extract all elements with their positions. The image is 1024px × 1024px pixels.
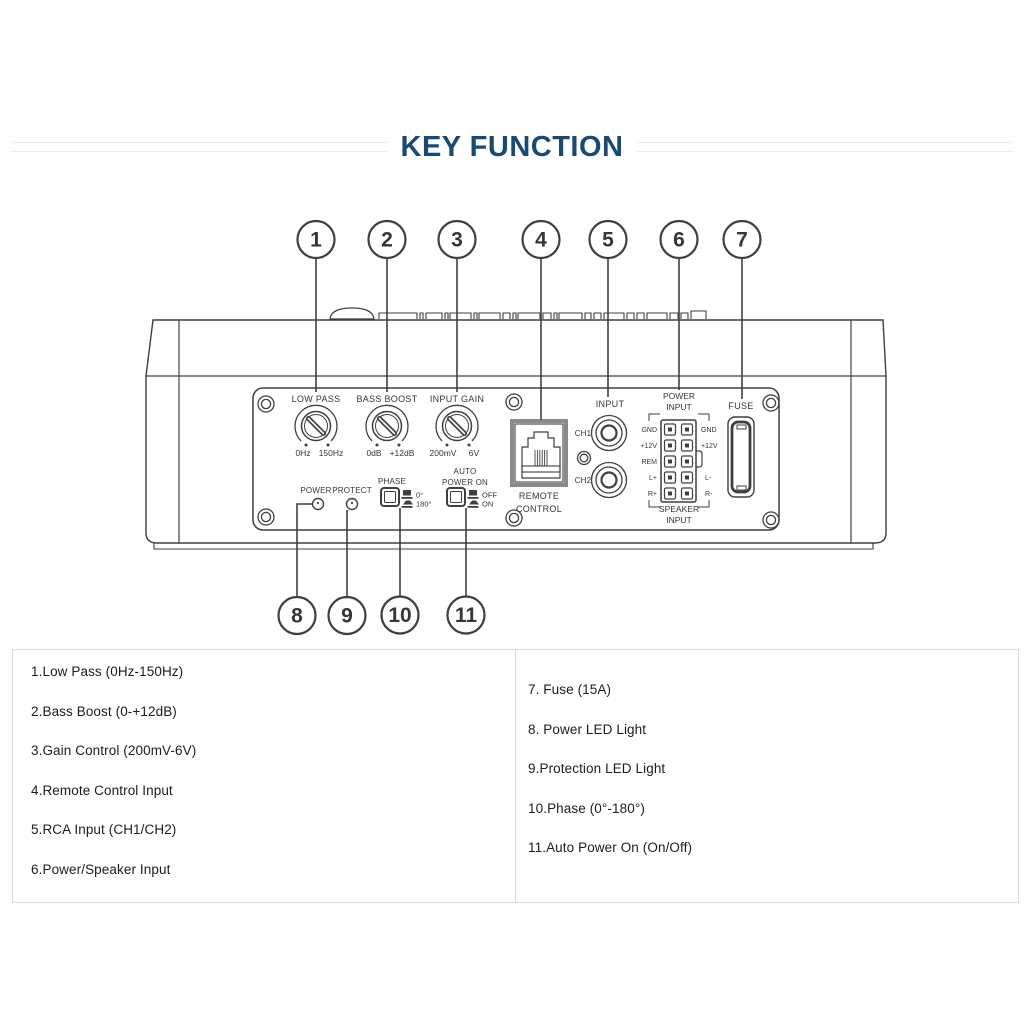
input-gain-max-label: 6V bbox=[468, 448, 480, 458]
bass-boost-max-label: +12dB bbox=[389, 448, 415, 458]
callout-11 bbox=[448, 597, 485, 634]
speaker-input-label-line2: INPUT bbox=[666, 515, 692, 525]
callout-3 bbox=[439, 221, 476, 258]
phase-pos-down-label: 180° bbox=[416, 499, 432, 509]
low-pass-min-label: 0Hz bbox=[295, 448, 311, 458]
svg-text:3: 3 bbox=[451, 228, 463, 252]
pin-label-r-minus: R- bbox=[705, 491, 713, 498]
switch-up-icon bbox=[468, 490, 479, 499]
power-input-label-line2: INPUT bbox=[666, 402, 692, 412]
fuse-label: FUSE bbox=[728, 401, 754, 411]
page-title: KEY FUNCTION bbox=[400, 130, 624, 163]
pin-label-12v-right: +12V bbox=[701, 443, 718, 450]
pin-label-12v-left: +12V bbox=[640, 443, 657, 450]
input-label: INPUT bbox=[595, 399, 625, 409]
svg-text:8: 8 bbox=[291, 604, 303, 628]
svg-text:10: 10 bbox=[388, 604, 412, 627]
power-input-label-line1: POWER bbox=[662, 391, 696, 401]
callouts-bottom bbox=[279, 597, 485, 635]
pin-label-gnd-right: GND bbox=[701, 427, 717, 434]
apo-label-line1: AUTO bbox=[453, 467, 477, 476]
callout-10 bbox=[382, 597, 419, 634]
bass-boost-min-label: 0dB bbox=[366, 448, 382, 458]
svg-text:1: 1 bbox=[310, 228, 322, 252]
legend-item: 10.Phase (0°-180°) bbox=[528, 800, 645, 816]
callout-4 bbox=[523, 221, 560, 258]
callout-9 bbox=[329, 597, 366, 634]
legend-column-right bbox=[516, 650, 1018, 902]
pin-label-gnd-left: GND bbox=[641, 427, 657, 434]
phase-label: PHASE bbox=[377, 477, 407, 486]
pin-label-l-minus: L- bbox=[705, 475, 712, 482]
apo-pos-down-label: ON bbox=[482, 499, 494, 509]
svg-text:9: 9 bbox=[341, 604, 353, 628]
legend-item: 4.Remote Control Input bbox=[31, 782, 173, 798]
legend-item: 11.Auto Power On (On/Off) bbox=[528, 840, 693, 856]
svg-text:4: 4 bbox=[535, 228, 547, 252]
legend-item: 3.Gain Control (200mV-6V) bbox=[31, 743, 197, 759]
legend-item: 8. Power LED Light bbox=[528, 721, 647, 737]
remote-label-line2: CONTROL bbox=[515, 504, 563, 514]
legend-item: 5.RCA Input (CH1/CH2) bbox=[31, 822, 177, 838]
title-block bbox=[10, 127, 1014, 167]
svg-text:5: 5 bbox=[602, 228, 614, 252]
legend-item: 9.Protection LED Light bbox=[528, 761, 666, 777]
bass-boost-label: BASS BOOST bbox=[356, 394, 418, 404]
phase-pos-up-label: 0° bbox=[416, 490, 424, 500]
pin-label-rem: REM bbox=[641, 459, 657, 466]
ch1-label: CH1 bbox=[574, 429, 592, 438]
heatsink-fins bbox=[379, 311, 706, 319]
apo-pos-up-label: OFF bbox=[482, 490, 497, 500]
apo-label-line2: POWER ON bbox=[441, 478, 489, 487]
legend-item: 7. Fuse (15A) bbox=[528, 682, 612, 698]
callouts-top bbox=[298, 221, 761, 258]
input-gain-min-label: 200mV bbox=[429, 448, 457, 458]
amplifier-diagram bbox=[0, 208, 1024, 652]
bottom-lip bbox=[154, 543, 873, 549]
callout-5 bbox=[590, 221, 627, 258]
pin-label-l-plus: L+ bbox=[649, 475, 657, 482]
legend-item: 1.Low Pass (0Hz-150Hz) bbox=[31, 664, 184, 680]
callout-8 bbox=[279, 597, 316, 634]
switch-up-icon bbox=[402, 490, 413, 499]
low-pass-max-label: 150Hz bbox=[318, 448, 344, 458]
callout-7 bbox=[724, 221, 761, 258]
input-gain-label: INPUT GAIN bbox=[429, 394, 485, 404]
low-pass-label: LOW PASS bbox=[291, 394, 341, 404]
power-led-label: POWER bbox=[300, 486, 332, 495]
legend-item: 2.Bass Boost (0-+12dB) bbox=[31, 703, 177, 719]
title-rule-right bbox=[637, 142, 1015, 152]
protect-led-label: PROTECT bbox=[332, 486, 372, 495]
legend-column-left bbox=[13, 650, 516, 902]
callout-1 bbox=[298, 221, 335, 258]
speaker-input-label-line1: SPEAKER bbox=[658, 504, 700, 514]
top-dome bbox=[330, 308, 374, 319]
title-rule-left bbox=[10, 142, 388, 152]
callout-6 bbox=[661, 221, 698, 258]
svg-text:2: 2 bbox=[381, 228, 393, 252]
key-function-legend bbox=[12, 649, 1019, 903]
pin-label-r-plus: R+ bbox=[647, 491, 657, 498]
ch2-label: CH2 bbox=[574, 476, 592, 485]
svg-text:11: 11 bbox=[454, 604, 478, 627]
svg-text:6: 6 bbox=[673, 228, 685, 252]
svg-text:7: 7 bbox=[736, 228, 748, 252]
callout-2 bbox=[369, 221, 406, 258]
remote-label-line1: REMOTE bbox=[518, 491, 560, 501]
legend-item: 6.Power/Speaker Input bbox=[31, 861, 171, 877]
